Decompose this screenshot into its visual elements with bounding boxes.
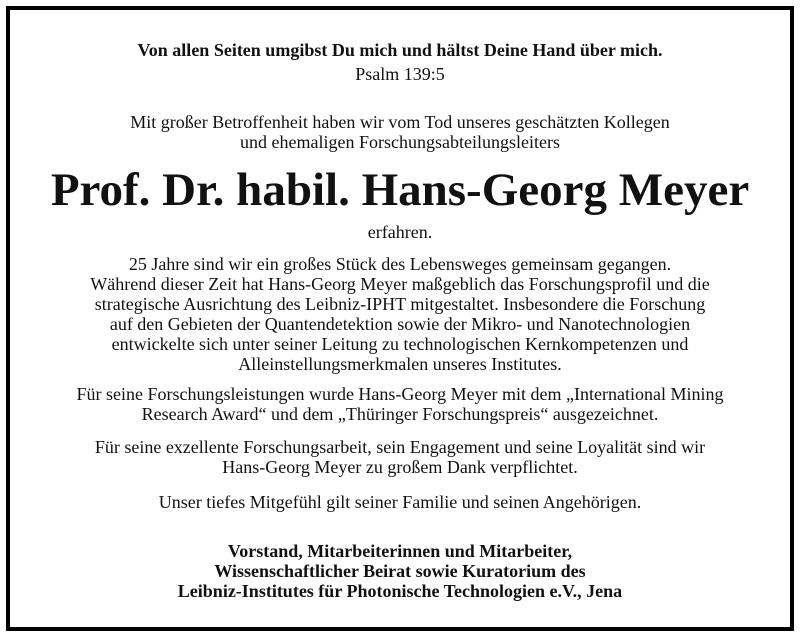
after-name-text: erfahren. bbox=[367, 222, 433, 242]
paragraph-2-line: Für seine Forschungsleistungen wurde Hans-Georg Meyer mit dem „International Mining bbox=[76, 384, 724, 404]
verse-source: Psalm 139:5 bbox=[355, 64, 445, 84]
paragraph-4: Unser tiefes Mitgefühl gilt seiner Familie und seinen Angehörigen. bbox=[158, 492, 642, 512]
paragraph-1-line: Während dieser Zeit hat Hans-Georg Meyer maßgeblich das Forschungsprofil und die bbox=[90, 274, 710, 294]
paragraph-3-line: Hans-Georg Meyer zu großem Dank verpflichtet. bbox=[222, 457, 578, 477]
paragraph-3-line: Für seine exzellente Forschungsarbeit, sein Engagement und seine Loyalität sind wir bbox=[94, 437, 706, 457]
paragraph-2-line: Research Award“ und dem „Thüringer Forschungspreis“ ausgezeichnet. bbox=[141, 404, 659, 424]
paragraph-1-line: strategische Ausrichtung des Leibniz-IPHT mitgestaltet. Insbesondere die Forschung bbox=[94, 294, 706, 314]
paragraph-1-line: auf den Gebieten der Quantendetektion sowie der Mikro- und Nanotechnologien bbox=[109, 314, 691, 334]
paragraph-1-line: 25 Jahre sind wir ein großes Stück des Lebensweges gemeinsam gegangen. bbox=[128, 254, 672, 274]
intro-line-1: Mit großer Betroffenheit haben wir vom Tod unseres geschätzten Kollegen bbox=[130, 112, 670, 132]
deceased-name: Prof. Dr. habil. Hans-Georg Meyer bbox=[50, 164, 750, 216]
signature-line-1: Vorstand, Mitarbeiterinnen und Mitarbeiter, bbox=[227, 541, 573, 561]
paragraph-1-line: Alleinstellungsmerkmalen unseres Institutes. bbox=[238, 354, 562, 374]
signature-line-2: Wissenschaftlicher Beirat sowie Kuratorium des bbox=[214, 561, 586, 581]
signature-line-3: Leibniz-Institutes für Photonische Technologien e.V., Jena bbox=[177, 581, 623, 601]
bible-verse: Von allen Seiten umgibst Du mich und hältst Deine Hand über mich. bbox=[137, 40, 663, 60]
obituary-notice bbox=[6, 6, 794, 631]
intro-line-2: und ehemaligen Forschungsabteilungsleiters bbox=[240, 132, 560, 152]
paragraph-1-line: entwickelte sich unter seiner Leitung zu technologischen Kernkompetenzen und bbox=[111, 334, 689, 354]
